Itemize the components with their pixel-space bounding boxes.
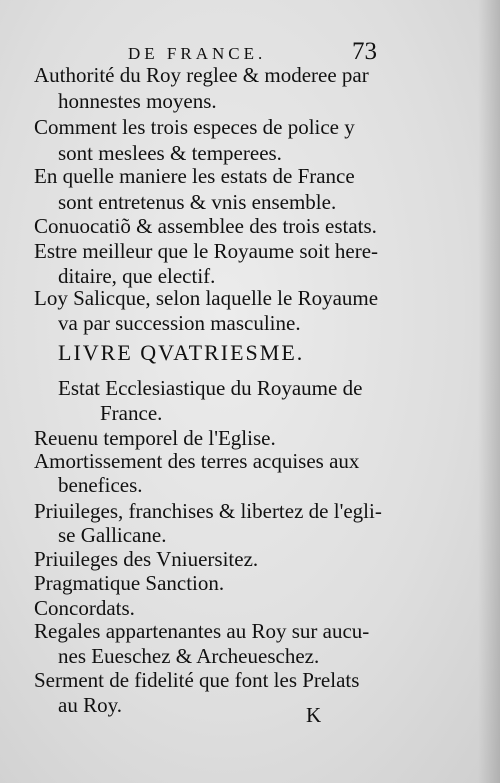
section-title: LIVRE QVATRIESME. [58,340,305,365]
page-number: 73 [352,38,377,65]
entry-line: Estat Ecclesiastique du Royaume de [58,376,363,400]
entry-line: Estre meilleur que le Royaume soit here- [34,239,379,263]
entry-line: Comment les trois especes de police y [34,115,355,139]
entry-line: sont meslees & temperees. [58,141,282,165]
entry-line: Conuocatiõ & assemblee des trois estats. [34,214,377,238]
entry-line: Regales appartenantes au Roy sur aucu- [34,619,370,643]
entry-line: Priuileges des Vniuersitez. [34,547,259,571]
running-head: DE FRANCE. [128,44,267,63]
entry-line: Serment de fidelité que font les Prelats [34,668,360,692]
signature-mark: K [306,703,322,727]
entry-line: France. [100,401,163,425]
entry-line: Concordats. [34,596,135,620]
entry-line: honnestes moyens. [58,89,217,113]
entry-line: Reuenu temporel de l'Eglise. [34,426,276,450]
entry-line: va par succession masculine. [58,311,301,335]
entry-line: ditaire, que electif. [58,264,216,288]
entry-line: benefices. [58,473,143,497]
entry-line: En quelle maniere les estats de France [34,164,355,188]
entry-line: au Roy. [58,693,122,717]
entry-line: Loy Salicque, selon laquelle le Royaume [34,286,379,310]
entry-line: nes Eueschez & Archeueschez. [58,644,320,668]
entry-line: Authorité du Roy reglee & moderee par [34,63,369,87]
entry-line: Pragmatique Sanction. [34,571,225,595]
page-gutter-shadow [478,0,500,783]
entry-line: Amortissement des terres acquises aux [34,449,360,473]
entry-line: Priuileges, franchises & libertez de l'egli- [34,499,382,523]
entry-line: se Gallicane. [58,523,167,547]
entry-line: sont entretenus & vnis ensemble. [58,190,337,214]
